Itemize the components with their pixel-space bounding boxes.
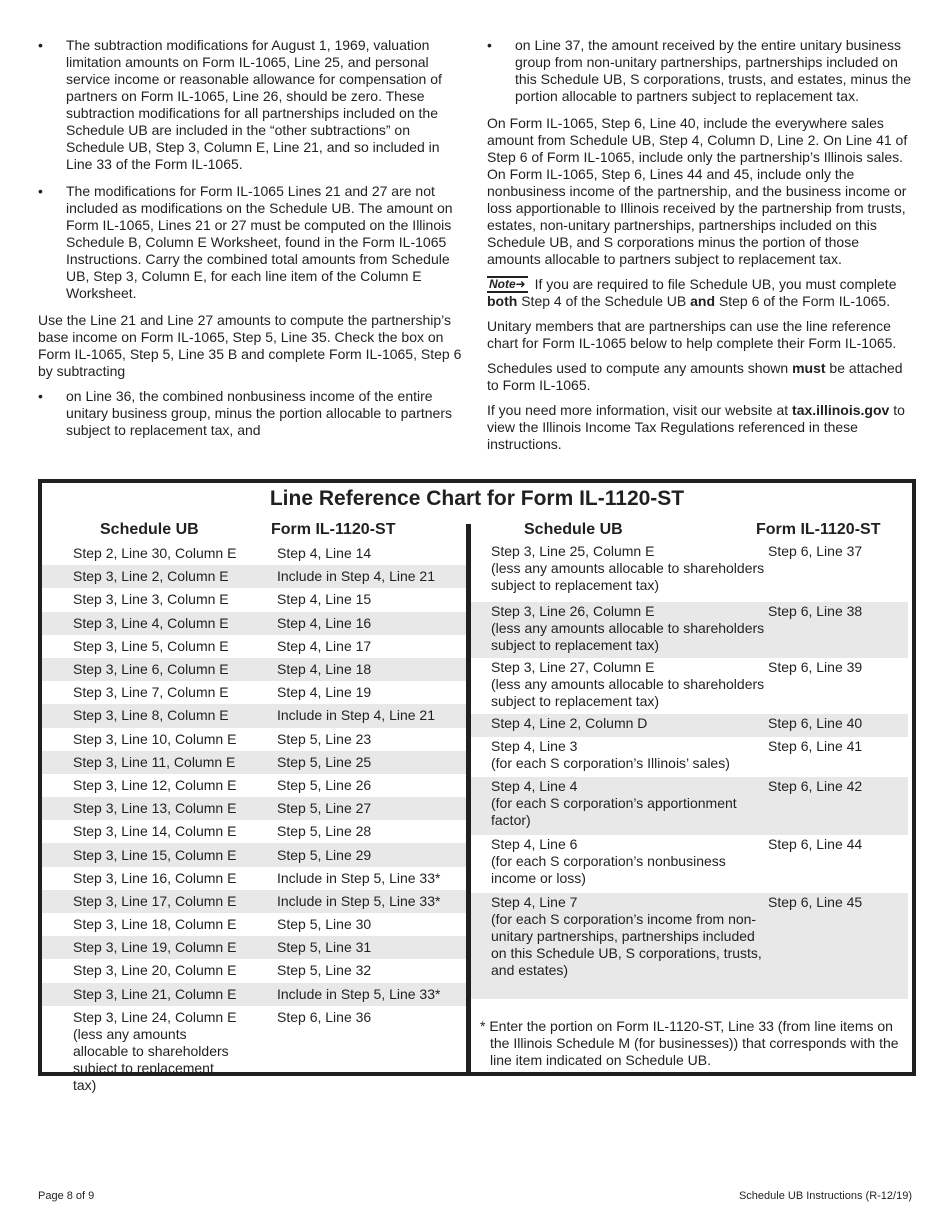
schedule-ub-cell: Step 3, Line 11, Column E xyxy=(73,753,236,770)
form-cell: Step 5, Line 23 xyxy=(277,730,372,747)
form-cell: Include in Step 4, Line 21 xyxy=(277,707,436,724)
table-row xyxy=(42,681,466,704)
schedule-ub-detail: (less any amounts allocable to shareholders subject to replacement tax) xyxy=(491,560,765,593)
table-row xyxy=(42,542,466,565)
form-cell: Step 4, Line 18 xyxy=(277,661,372,678)
schedule-ub-cell: Step 3, Line 18, Column E xyxy=(73,916,237,933)
table-row xyxy=(42,843,466,866)
schedule-ub-cell xyxy=(471,659,766,710)
paragraph-step6-sales: On Form IL-1065, Step 6, Line 40, include the everywhere sales amount from Schedule UB, Step 4, Column D, Line 2. On Line 41 of Step 6 of Form IL-1065, include only the partnership’s Illinois sales. On Form IL-1065, Step 6, Lines 44 and 45, include only the nonbusiness income of the partnership, and the business income or loss apportionable to Illinois received by the partnership from trusts, estates, non-unitary partnerships, partnerships included on this Schedule UB, and S corporations minus the portion of those amounts allocable to partners subject to replacement tax. xyxy=(487,115,908,267)
table-row xyxy=(42,936,466,959)
form-cell: Step 4, Line 16 xyxy=(277,614,372,631)
table-row xyxy=(42,565,466,588)
form-cell: Step 6, Line 38 xyxy=(768,603,863,619)
schedule-ub-detail: (for each S corporation’s apportionment factor) xyxy=(491,795,737,828)
form-cell: Include in Step 5, Line 33* xyxy=(277,892,441,909)
schedule-ub-line: Step 3, Line 26, Column E xyxy=(491,603,655,619)
form-cell: Step 6, Line 41 xyxy=(768,738,863,754)
table-row xyxy=(42,612,466,635)
schedule-ub-line: Step 4, Line 3 xyxy=(491,738,578,754)
table-row xyxy=(471,658,908,714)
table-row xyxy=(42,704,466,727)
schedule-ub-cell: Step 3, Line 10, Column E xyxy=(73,730,237,747)
paragraph-base-income: Use the Line 21 and Line 27 amounts to compute the partnership’s base income on Form IL-1065, Step 5, Line 35. Check the box on Form IL-1065, Step 5, Line 35 B and complete Form IL-1065, Step 6 by subtracting xyxy=(38,312,462,379)
schedule-ub-cell: Step 3, Line 12, Column E xyxy=(73,776,237,793)
schedule-ub-line: Step 3, Line 27, Column E xyxy=(491,659,655,675)
table-row xyxy=(42,728,466,751)
right-reference-table xyxy=(471,542,908,999)
right-bullet-list xyxy=(487,37,912,105)
schedule-ub-cell: Step 3, Line 20, Column E xyxy=(73,962,237,979)
table-row xyxy=(471,835,908,893)
schedule-ub-line: Step 4, Line 4 xyxy=(491,778,578,794)
schedule-ub-cell: Step 3, Line 2, Column E xyxy=(73,568,229,585)
table-row xyxy=(42,658,466,681)
form-cell: Step 6, Line 36 xyxy=(277,1008,372,1025)
form-cell: Step 5, Line 25 xyxy=(277,753,372,770)
left-column xyxy=(38,37,463,449)
schedule-ub-cell xyxy=(471,715,766,732)
table-row xyxy=(471,602,908,658)
schedule-ub-cell: Step 3, Line 7, Column E xyxy=(73,684,229,701)
form-cell: Step 4, Line 15 xyxy=(277,591,372,608)
chart-footnote: * Enter the portion on Form IL-1120-ST, Line 33 (from line items on the Illinois Schedule M (for businesses)) that corresponds with the line item indicated on Schedule UB. xyxy=(480,1018,899,1068)
table-row xyxy=(42,959,466,982)
table-row xyxy=(42,913,466,936)
schedule-ub-cell xyxy=(471,543,766,594)
form-cell: Step 5, Line 32 xyxy=(277,962,372,979)
right-header-form: Form IL-1120-ST xyxy=(756,521,881,538)
form-cell: Step 6, Line 45 xyxy=(768,894,863,910)
bullet-line-37: • on Line 37, the amount received by the entire unitary business group from non-unitary partnerships, partnerships included on this Schedule UB, S corporations, trusts, and estates, minus the portion allocable to partners subject to replacement tax. xyxy=(487,37,912,105)
schedule-ub-cell: Step 3, Line 14, Column E xyxy=(73,823,237,840)
bullet-subtraction-modifications: • The subtraction modifications for August 1, 1969, valuation limitation amounts on Form IL-1065, Line 25, and personal service income or reasonable allowance for compensation of partners on Form IL-1065, Line 26, should be zero. These subtraction modifications for all partnerships included on the Schedule UB are included in the “other subtractions” on Schedule UB, Step 3, Column E, Line 21, and so included in Line 33 of the Form IL-1065. xyxy=(38,37,463,173)
left-bullet-list xyxy=(38,37,463,302)
form-cell: Step 6, Line 44 xyxy=(768,836,863,852)
form-cell: Step 4, Line 17 xyxy=(277,637,372,654)
form-cell: Step 6, Line 40 xyxy=(768,715,863,731)
schedule-ub-cell: Step 3, Line 21, Column E xyxy=(73,985,237,1002)
right-header-schedule: Schedule UB xyxy=(524,521,623,538)
schedule-ub-cell: Step 3, Line 6, Column E xyxy=(73,661,229,678)
note-icon: Note➜ xyxy=(489,277,526,291)
form-cell: Include in Step 5, Line 33* xyxy=(277,985,441,1002)
table-row xyxy=(42,588,466,611)
form-cell: Step 5, Line 29 xyxy=(277,846,372,863)
right-column xyxy=(487,37,912,461)
schedule-ub-line: Step 4, Line 6 xyxy=(491,836,578,852)
form-cell: Step 5, Line 27 xyxy=(277,800,372,817)
schedule-ub-cell: Step 3, Line 5, Column E xyxy=(73,637,229,654)
left-header-schedule: Schedule UB xyxy=(100,521,199,538)
schedule-ub-cell: Step 3, Line 24, Column E (less any amounts allocable to shareholders subject to replacement tax) xyxy=(73,1008,237,1093)
chart-title: Line Reference Chart for Form IL-1120-ST xyxy=(269,487,685,510)
table-row xyxy=(471,714,908,737)
schedule-ub-detail: (less any amounts allocable to shareholders subject to replacement tax) xyxy=(491,676,765,709)
table-row xyxy=(42,797,466,820)
left-reference-table xyxy=(42,542,466,1093)
table-row xyxy=(471,893,908,999)
schedule-ub-cell: Step 2, Line 30, Column E xyxy=(73,545,237,562)
form-cell: Include in Step 5, Line 33* xyxy=(277,869,441,886)
schedule-ub-detail: (for each S corporation’s income from non-unitary partnerships, partnerships included on this Schedule UB, S corporations, trusts, and estates) xyxy=(491,911,762,978)
schedule-ub-cell: Step 3, Line 17, Column E xyxy=(73,892,237,909)
schedule-ub-cell xyxy=(471,778,766,829)
schedule-ub-cell xyxy=(471,738,766,772)
table-row xyxy=(471,737,908,777)
form-cell: Step 5, Line 28 xyxy=(277,823,372,840)
table-row xyxy=(42,751,466,774)
page-number: Page 8 of 9 xyxy=(38,1190,95,1202)
form-cell: Step 4, Line 14 xyxy=(277,545,372,562)
table-row xyxy=(42,890,466,913)
form-cell: Include in Step 4, Line 21 xyxy=(277,568,436,585)
schedule-ub-cell: Step 3, Line 16, Column E xyxy=(73,869,237,886)
table-row xyxy=(42,983,466,1006)
schedule-ub-cell: Step 3, Line 13, Column E xyxy=(73,800,237,817)
schedule-ub-cell xyxy=(471,836,766,887)
table-row xyxy=(42,820,466,843)
schedule-ub-detail: (for each S corporation’s Illinois’ sales) xyxy=(491,755,730,771)
paragraph-unitary-members: Unitary members that are partnerships can use the line reference chart for Form IL-1065 below to help complete their Form IL-1065. xyxy=(487,318,897,351)
line-reference-chart xyxy=(38,479,916,1093)
left-bullet-list-2 xyxy=(38,388,463,439)
schedule-ub-line: Step 4, Line 7 xyxy=(491,894,578,910)
schedule-ub-cell: Step 3, Line 4, Column E xyxy=(73,614,229,631)
table-row xyxy=(42,1006,466,1093)
schedule-ub-cell: Step 3, Line 19, Column E xyxy=(73,939,237,956)
bullet-line-36: • on Line 36, the combined nonbusiness income of the entire unitary business group, minus the portion allocable to partners subject to replacement tax, and xyxy=(38,388,463,439)
schedule-ub-cell xyxy=(471,603,766,654)
table-row xyxy=(42,635,466,658)
website-link[interactable]: tax.illinois.gov xyxy=(792,402,890,418)
form-cell: Step 5, Line 31 xyxy=(277,939,372,956)
left-header-form: Form IL-1120-ST xyxy=(271,521,396,538)
schedule-ub-cell: Step 3, Line 8, Column E xyxy=(73,707,229,724)
bullet-modifications-lines-21-27: • The modifications for Form IL-1065 Lines 21 and 27 are not included as modifications on the Schedule UB. The amount on Form IL-1065, Lines 21 or 27 must be computed on the Illinois Schedule B, Column E Worksheet, found in the Form IL-1065 Instructions. Carry the combined total amounts from Schedule UB, Step 3, Column E, for each line item of the Column E Worksheet. xyxy=(38,183,463,302)
schedule-ub-detail: (less any amounts allocable to shareholders subject to replacement tax) xyxy=(491,620,765,653)
form-cell: Step 6, Line 39 xyxy=(768,659,863,675)
schedule-ub-line: Step 3, Line 25, Column E xyxy=(491,543,655,559)
paragraph-more-info: If you need more information, visit our website at tax.illinois.gov to view the Illinois Income Tax Regulations referenced in these instructions. xyxy=(487,402,905,452)
schedule-ub-cell: Step 3, Line 3, Column E xyxy=(73,591,229,608)
schedule-ub-cell: Step 3, Line 15, Column E xyxy=(73,846,237,863)
form-cell: Step 6, Line 37 xyxy=(768,543,863,559)
form-cell: Step 5, Line 26 xyxy=(277,776,372,793)
note-paragraph: Note➜ If you are required to file Schedule UB, you must complete both Step 4 of the Schedule UB and Step 6 of the Form IL-1065. xyxy=(487,276,897,309)
form-cell: Step 5, Line 30 xyxy=(277,916,372,933)
table-row xyxy=(471,777,908,835)
table-row xyxy=(471,542,908,602)
paragraph-schedules-attached: Schedules used to compute any amounts shown must be attached to Form IL-1065. xyxy=(487,360,903,393)
form-cell: Step 4, Line 19 xyxy=(277,684,372,701)
form-cell: Step 6, Line 42 xyxy=(768,778,863,794)
schedule-ub-line: Step 4, Line 2, Column D xyxy=(491,715,648,731)
schedule-ub-cell xyxy=(471,894,766,979)
table-row xyxy=(42,867,466,890)
table-row xyxy=(42,774,466,797)
schedule-ub-detail: (for each S corporation’s nonbusiness income or loss) xyxy=(491,853,726,886)
document-id: Schedule UB Instructions (R-12/19) xyxy=(738,1190,912,1202)
